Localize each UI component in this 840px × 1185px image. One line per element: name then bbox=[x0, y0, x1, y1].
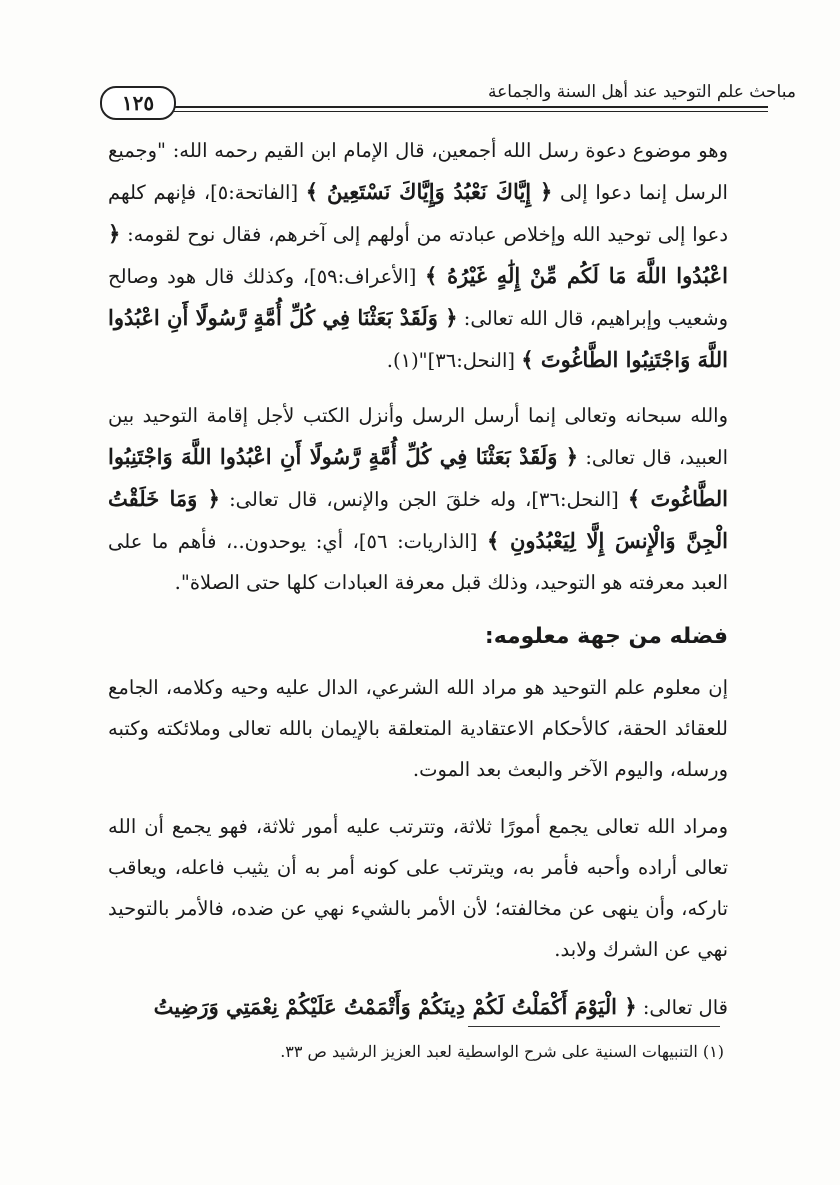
quran-verse: ﴿ وَلَقَدْ بَعَثْنَا فِي كُلِّ أُمَّةٍ رَّسُولًا أَنِ اعْبُدُوا اللَّهَ وَاجْتَنِبُوا الطَّاغُوتَ ﴾ bbox=[108, 444, 728, 511]
paragraph bbox=[108, 130, 728, 381]
page-header bbox=[100, 82, 796, 122]
paragraph-text: [النحل:٣٦]"(١). bbox=[386, 349, 522, 372]
paragraph bbox=[108, 395, 728, 603]
paragraph-text: إن معلوم علم التوحيد هو مراد الله الشرعي، الدال عليه وحيه وكلامه، الجامع للعقائد الحقة، كالأحكام الاعتقادية المتعلقة بالإيمان بالله تعالى وملائكته وكتبه ورسله، واليوم الآخر والبعث بعد الموت. bbox=[108, 676, 728, 781]
paragraph-text: والله سبحانه وتعالى إنما أرسل الرسل وأنزل الكتب لأجل إقامة التوحيد بين العبيد، قال تعالى: bbox=[108, 404, 728, 469]
quran-verse: ﴿ اعْبُدُوا اللَّهَ مَا لَكُم مِّنْ إِلَٰهٍ غَيْرُهُ ﴾ bbox=[108, 221, 728, 288]
footnote: (١) التنبيهات السنية على شرح الواسطية لعبد العزيز الرشيد ص ٣٣. bbox=[280, 1042, 724, 1061]
paragraph-text: قال تعالى: bbox=[636, 996, 728, 1019]
page-number: ١٢٥ bbox=[100, 86, 176, 120]
paragraph bbox=[108, 806, 728, 970]
paragraph-text: وهو موضوع دعوة رسل الله أجمعين، قال الإمام ابن القيم رحمه الله: "وجميع الرسل إنما دعوا إلى bbox=[108, 139, 728, 204]
header-rule-thin bbox=[174, 111, 768, 112]
quran-verse: ﴿ الْيَوْمَ أَكْمَلْتُ لَكُمْ دِينَكُمْ وَأَتْمَمْتُ عَلَيْكُمْ نِعْمَتِي وَرَضِيتُ bbox=[153, 994, 637, 1019]
book-title: مباحث علم التوحيد عند أهل السنة والجماعة bbox=[478, 82, 806, 102]
page-body bbox=[108, 130, 728, 1044]
header-rule bbox=[174, 106, 768, 108]
paragraph bbox=[108, 667, 728, 790]
paragraph bbox=[108, 986, 728, 1028]
paragraph-text: [الأعراف:٥٩]، وكذلك قال هود وصالح وشعيب وإبراهيم، قال الله تعالى: bbox=[108, 265, 728, 330]
paragraph-text: [الفاتحة:٥]، فإنهم كلهم دعوا إلى توحيد الله وإخلاص عبادته من أولهم إلى آخرهم، فقال نوح لقومه: bbox=[108, 181, 728, 246]
paragraph-text: ومراد الله تعالى يجمع أمورًا ثلاثة، وتترتب عليه أمور ثلاثة، فهو يجمع أن الله تعالى أراده وأحبه فأمر به، ويترتب على كونه أمر به أن يثيب فاعله، ويعاقب تاركه، وأن ينهى عن مخالفته؛ لأن الأمر بالشيء نهي عن ضده، فالأمر بالتوحيد نهي عن الشرك ولابد. bbox=[108, 815, 728, 961]
paragraph-text: [النحل:٣٦]، وله خلقَ الجن والإنس، قال تعالى: bbox=[219, 488, 628, 511]
footnote-separator bbox=[468, 1026, 720, 1027]
quran-verse: ﴿ وَمَا خَلَقْتُ الْجِنَّ وَالْإِنسَ إِلَّا لِيَعْبُدُونِ ﴾ bbox=[108, 486, 729, 553]
section-heading: فضله من جهة معلومه: bbox=[484, 624, 728, 649]
paragraph-text: [الذاريات: ٥٦]، أي: يوحدون..، فأهم ما على العبد معرفته هو التوحيد، وذلك قبل معرفة العبادات كلها حتى الصلاة". bbox=[108, 530, 728, 594]
quran-verse: ﴿ وَلَقَدْ بَعَثْنَا فِي كُلِّ أُمَّةٍ رَّسُولًا أَنِ اعْبُدُوا اللَّهَ وَاجْتَنِبُوا الطَّاغُوتَ ﴾ bbox=[108, 305, 728, 372]
quran-verse: ﴿ إِيَّاكَ نَعْبُدُ وَإِيَّاكَ نَسْتَعِينُ ﴾ bbox=[305, 179, 553, 204]
